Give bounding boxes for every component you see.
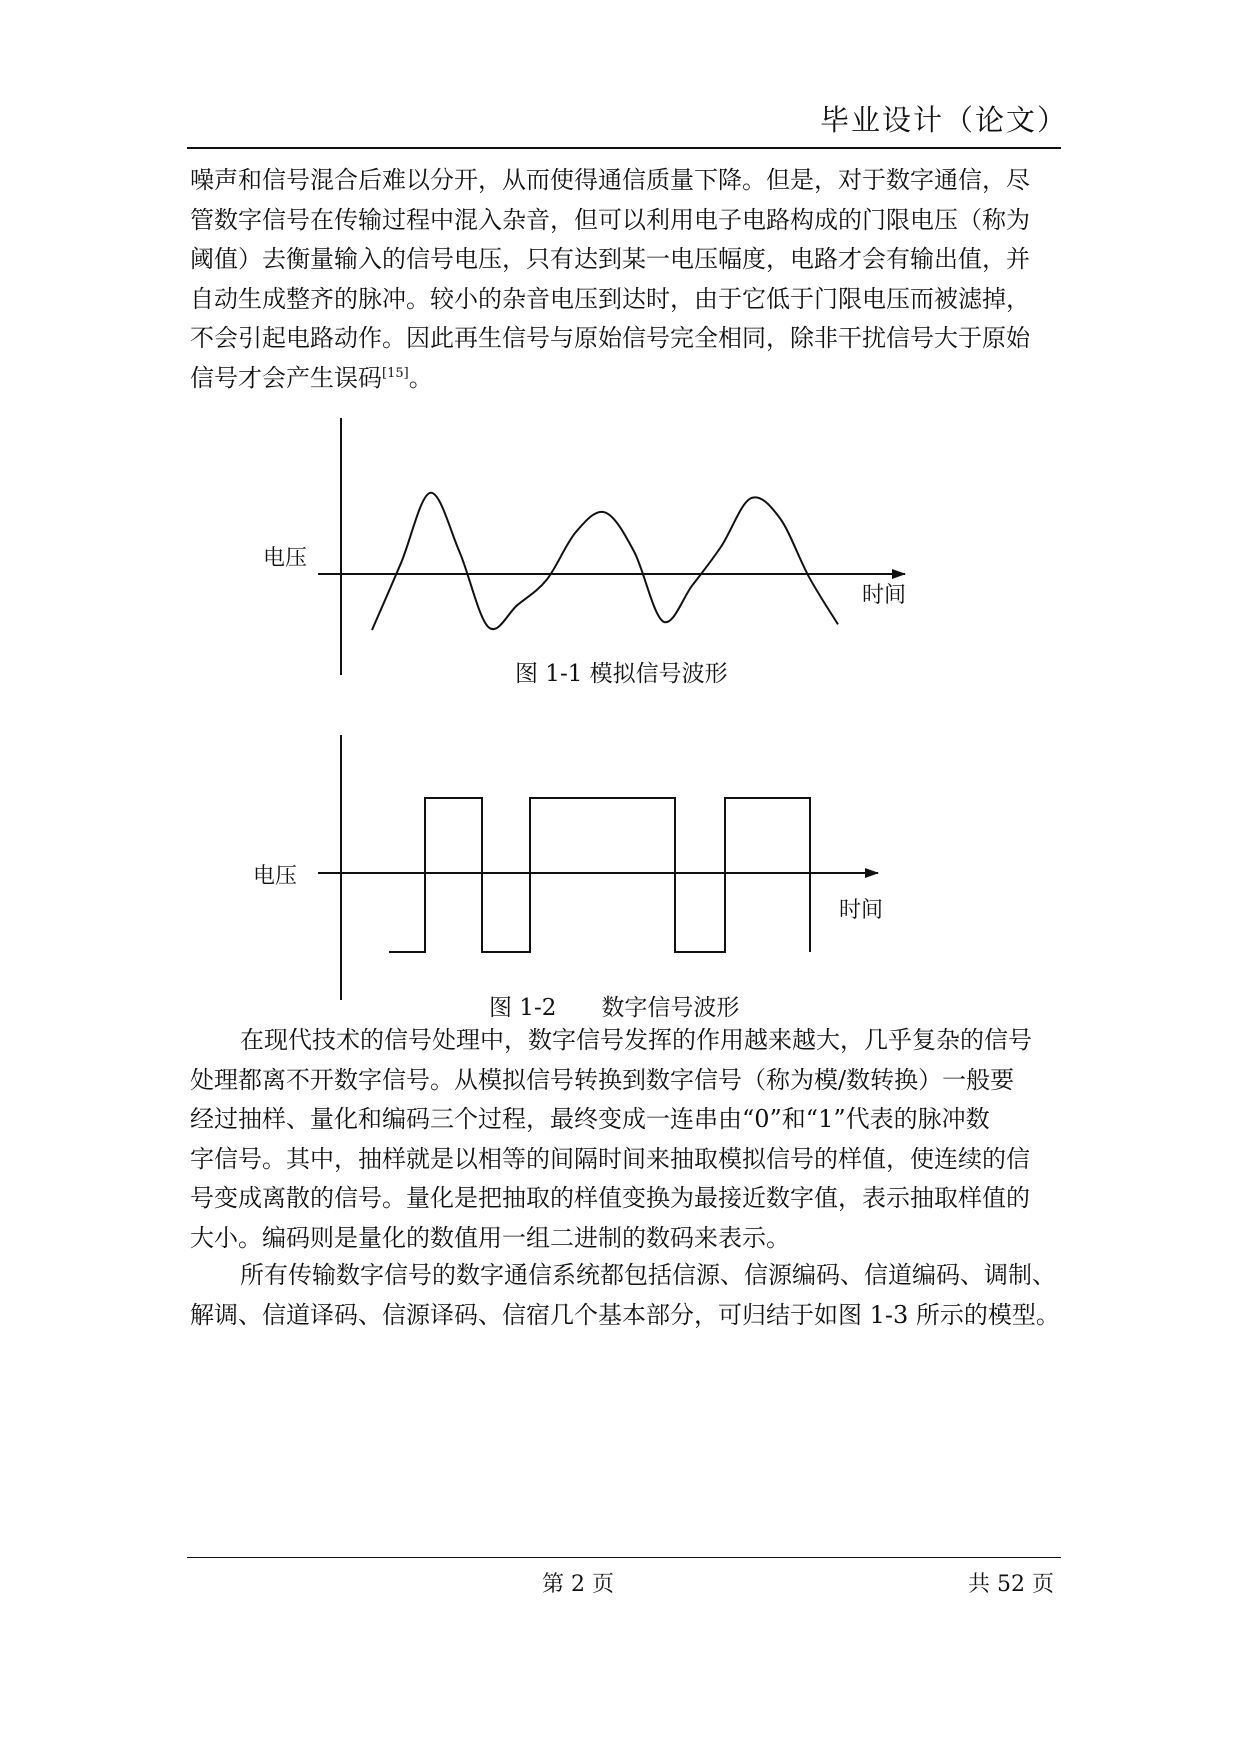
paragraph-1-line: 不会引起电路动作。因此再生信号与原始信号完全相同，除非干扰信号大于原始 [190,324,1030,352]
paragraph-3-line: 所有传输数字信号的数字通信系统都包括信源、信源编码、信道编码、调制、 [240,1261,1056,1289]
figure-1-ylabel: 电压 [263,546,308,571]
paragraph-1-end: 。 [408,363,433,392]
citation-15: [15] [382,365,409,381]
figure-2-digital-waveform [253,735,883,1000]
figure-2-series-line [389,798,810,952]
figure-2-xlabel: 时间 [839,898,884,923]
figure-2-ylabel: 电压 [253,864,298,889]
figure-1-series-line [372,493,838,630]
footer-total-pages: 共 52 页 [968,1572,1054,1597]
paragraph-2-line: 在现代技术的信号处理中，数字信号发挥的作用越来越大，几乎复杂的信号 [240,1026,1032,1054]
figure-2-caption-label: 图 1-2 [489,995,557,1021]
paragraph-1-line: 阈值）去衡量输入的信号电压，只有达到某一电压幅度，电路才会有输出值，并 [190,245,1030,273]
paragraph-3-line: 解调、信道译码、信源译码、信宿几个基本部分，可归结于如图 1-3 所示的模型。 [190,1300,1060,1329]
figure-2-caption [489,989,739,1022]
paragraph-2-line: 大小。编码则是量化的数值用一组二进制的数码来表示。 [190,1223,790,1252]
page-header-title: 毕业设计（论文） [820,103,1069,137]
paragraph-2-line: 经过抽样、量化和编码三个过程，最终变成一连串由“0”和“1”代表的脉冲数 [190,1105,990,1133]
figure-1-xlabel: 时间 [862,583,907,608]
paragraph-1-line-text: 信号才会产生误码 [190,363,382,392]
figure-1-caption: 图 1-1 模拟信号波形 [515,661,728,687]
paragraph-1-line: 噪声和信号混合后难以分开，从而使得通信质量下降。但是，对于数字通信，尽 [190,166,1030,194]
footer-page-number: 第 2 页 [542,1572,614,1597]
paragraph-1-line: 管数字信号在传输过程中混入杂音，但可以利用电子电路构成的门限电压（称为 [190,205,1030,234]
figure-1-analog-waveform [263,418,906,675]
paragraph-2 [190,1021,1060,1258]
paragraph-2-line: 处理都离不开数字信号。从模拟信号转换到数字信号（称为模/数转换）一般要 [190,1065,1015,1094]
paragraph-1-line: 自动生成整齐的脉冲。较小的杂音电压到达时，由于它低于门限电压而被滤掉， [190,284,1030,313]
paragraph-2-line: 号变成离散的信号。量化是把抽取的样值变换为最接近数字值，表示抽取样值的 [190,1184,1030,1212]
paragraph-3 [190,1256,1060,1335]
footer-divider [187,1557,1061,1558]
figure-2-caption-text: 数字信号波形 [601,995,740,1021]
paragraph-2-line: 字信号。其中，抽样就是以相等的间隔时间来抽取模拟信号的样值，使连续的信 [190,1144,1030,1173]
